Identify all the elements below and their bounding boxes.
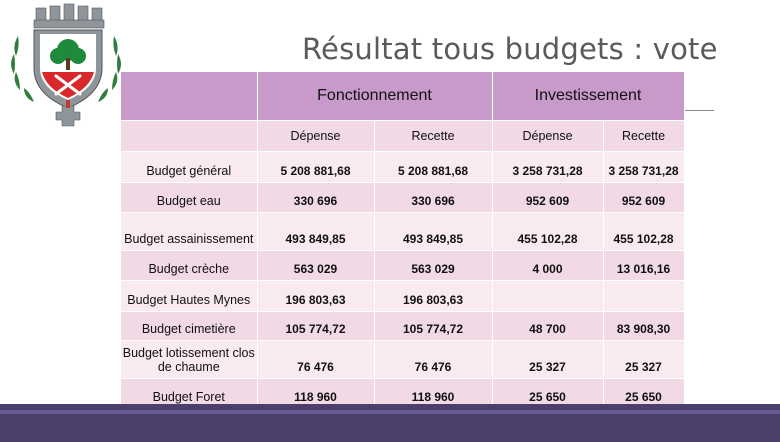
row-label: Budget lotissement clos de chaume bbox=[121, 341, 257, 379]
cell-value bbox=[603, 281, 684, 312]
subheader-recette: Recette bbox=[603, 121, 684, 152]
table-subheader-row bbox=[121, 121, 684, 152]
cell-value: 563 029 bbox=[257, 251, 374, 281]
table-row bbox=[121, 152, 684, 183]
table-row bbox=[121, 213, 684, 251]
cell-value: 563 029 bbox=[374, 251, 492, 281]
budget-table bbox=[121, 72, 685, 437]
table-row bbox=[121, 341, 684, 379]
row-label: Budget eau bbox=[121, 183, 257, 213]
row-label: Budget général bbox=[121, 152, 257, 183]
cell-value: 76 476 bbox=[374, 341, 492, 379]
footer-accent-line bbox=[0, 410, 780, 414]
cell-value: 455 102,28 bbox=[492, 213, 603, 251]
cell-value: 952 609 bbox=[492, 183, 603, 213]
row-label: Budget cimetière bbox=[121, 312, 257, 341]
cell-value: 196 803,63 bbox=[257, 281, 374, 312]
cell-value: 48 700 bbox=[492, 312, 603, 341]
cell-value: 25 650 bbox=[603, 379, 684, 409]
header-fonctionnement: Fonctionnement bbox=[257, 72, 492, 121]
cell-value: 25 327 bbox=[603, 341, 684, 379]
row-label: Budget Foret bbox=[121, 379, 257, 409]
cell-value: 196 803,63 bbox=[374, 281, 492, 312]
cell-value: 952 609 bbox=[603, 183, 684, 213]
cell-value: 105 774,72 bbox=[374, 312, 492, 341]
cell-value: 13 016,16 bbox=[603, 251, 684, 281]
cell-value: 76 476 bbox=[257, 341, 374, 379]
cell-value: 25 327 bbox=[492, 341, 603, 379]
cell-value: 3 258 731,28 bbox=[603, 152, 684, 183]
row-label: Budget Hautes Mynes bbox=[121, 281, 257, 312]
cell-value: 455 102,28 bbox=[603, 213, 684, 251]
subheader-depense: Dépense bbox=[257, 121, 374, 152]
cell-value: 4 000 bbox=[492, 251, 603, 281]
header-empty-cell bbox=[121, 72, 257, 121]
cell-value: 105 774,72 bbox=[257, 312, 374, 341]
cell-value: 83 908,30 bbox=[603, 312, 684, 341]
table-row bbox=[121, 183, 684, 213]
cell-value: 493 849,85 bbox=[374, 213, 492, 251]
subheader-recette: Recette bbox=[374, 121, 492, 152]
cell-value: 330 696 bbox=[257, 183, 374, 213]
table-row bbox=[121, 281, 684, 312]
cell-value: 118 960 bbox=[257, 379, 374, 409]
row-label: Budget assainissement bbox=[121, 213, 257, 251]
table-header-row bbox=[121, 72, 684, 121]
table-row bbox=[121, 312, 684, 341]
header-investissement: Investissement bbox=[492, 72, 684, 121]
coat-of-arms-icon bbox=[4, 2, 128, 128]
cell-value: 5 208 881,68 bbox=[257, 152, 374, 183]
cell-value: 25 650 bbox=[492, 379, 603, 409]
cell-value bbox=[492, 281, 603, 312]
subheader-empty-cell bbox=[121, 121, 257, 152]
cell-value: 330 696 bbox=[374, 183, 492, 213]
cell-value: 5 208 881,68 bbox=[374, 152, 492, 183]
footer-band bbox=[0, 404, 780, 442]
cell-value: 3 258 731,28 bbox=[492, 152, 603, 183]
row-label: Budget crèche bbox=[121, 251, 257, 281]
title-underline bbox=[684, 110, 714, 111]
cell-value: 118 960 bbox=[374, 379, 492, 409]
slide-title: Résultat tous budgets : vote bbox=[302, 32, 718, 66]
cell-value: 493 849,85 bbox=[257, 213, 374, 251]
subheader-depense: Dépense bbox=[492, 121, 603, 152]
table-row bbox=[121, 251, 684, 281]
